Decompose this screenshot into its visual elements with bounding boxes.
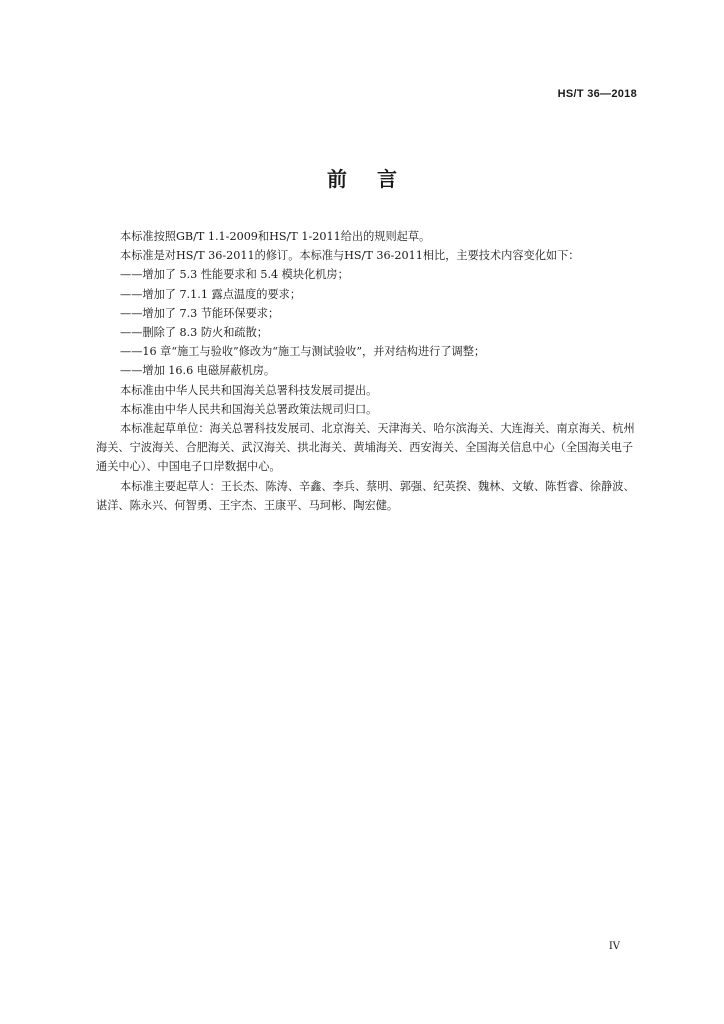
foreword-body — [96, 227, 638, 515]
change-item-4: ——删除了 8.3 防火和疏散； — [120, 326, 268, 340]
paragraph-proposer: 本标准由中华人民共和国海关总署科技发展司提出。 — [120, 383, 378, 397]
page-title — [0, 163, 724, 192]
change-item-2: ——增加了 7.1.1 露点温度的要求； — [120, 287, 302, 301]
change-item-1: ——增加了 5.3 性能要求和 5.4 模块化机房； — [120, 268, 349, 282]
page-number: IV — [608, 941, 620, 952]
paragraph-drafting-units: 本标准起草单位：海关总署科技发展司、北京海关、天津海关、哈尔滨海关、大连海关、南京海关、杭州海关、宁波海关、合肥海关、武汉海关、拱北海关、黄埔海关、西安海关、全国海关信息中心（全国海关电子通关中心）、中国电子口岸数据中心。 — [96, 422, 635, 474]
title-char-1: 前 — [327, 167, 347, 191]
paragraph-2: 本标准是对HS/T 36-2011的修订。本标准与HS/T 36-2011相比，主要技术内容变化如下： — [120, 249, 580, 263]
paragraph-drafters: 本标准主要起草人：王长杰、陈涛、辛鑫、李兵、蔡明、郭强、纪英揆、魏林、文敏、陈哲睿、徐静波、谌洋、陈永兴、何智勇、王宇杰、王康平、马珂彬、陶宏健。 — [96, 479, 635, 512]
paragraph-administrator: 本标准由中华人民共和国海关总署政策法规司归口。 — [120, 402, 378, 416]
change-item-3: ——增加了 7.3 节能环保要求； — [120, 306, 280, 320]
change-item-5: ——16 章“施工与验收”修改为“施工与测试验收”，并对结构进行了调整； — [120, 345, 486, 359]
paragraph-1: 本标准按照GB/T 1.1-2009和HS/T 1-2011给出的规则起草。 — [120, 230, 431, 243]
standard-code: HS/T 36—2018 — [557, 88, 637, 100]
title-char-2: 言 — [377, 167, 397, 191]
change-item-6: ——增加 16.6 电磁屏蔽机房。 — [120, 364, 276, 378]
